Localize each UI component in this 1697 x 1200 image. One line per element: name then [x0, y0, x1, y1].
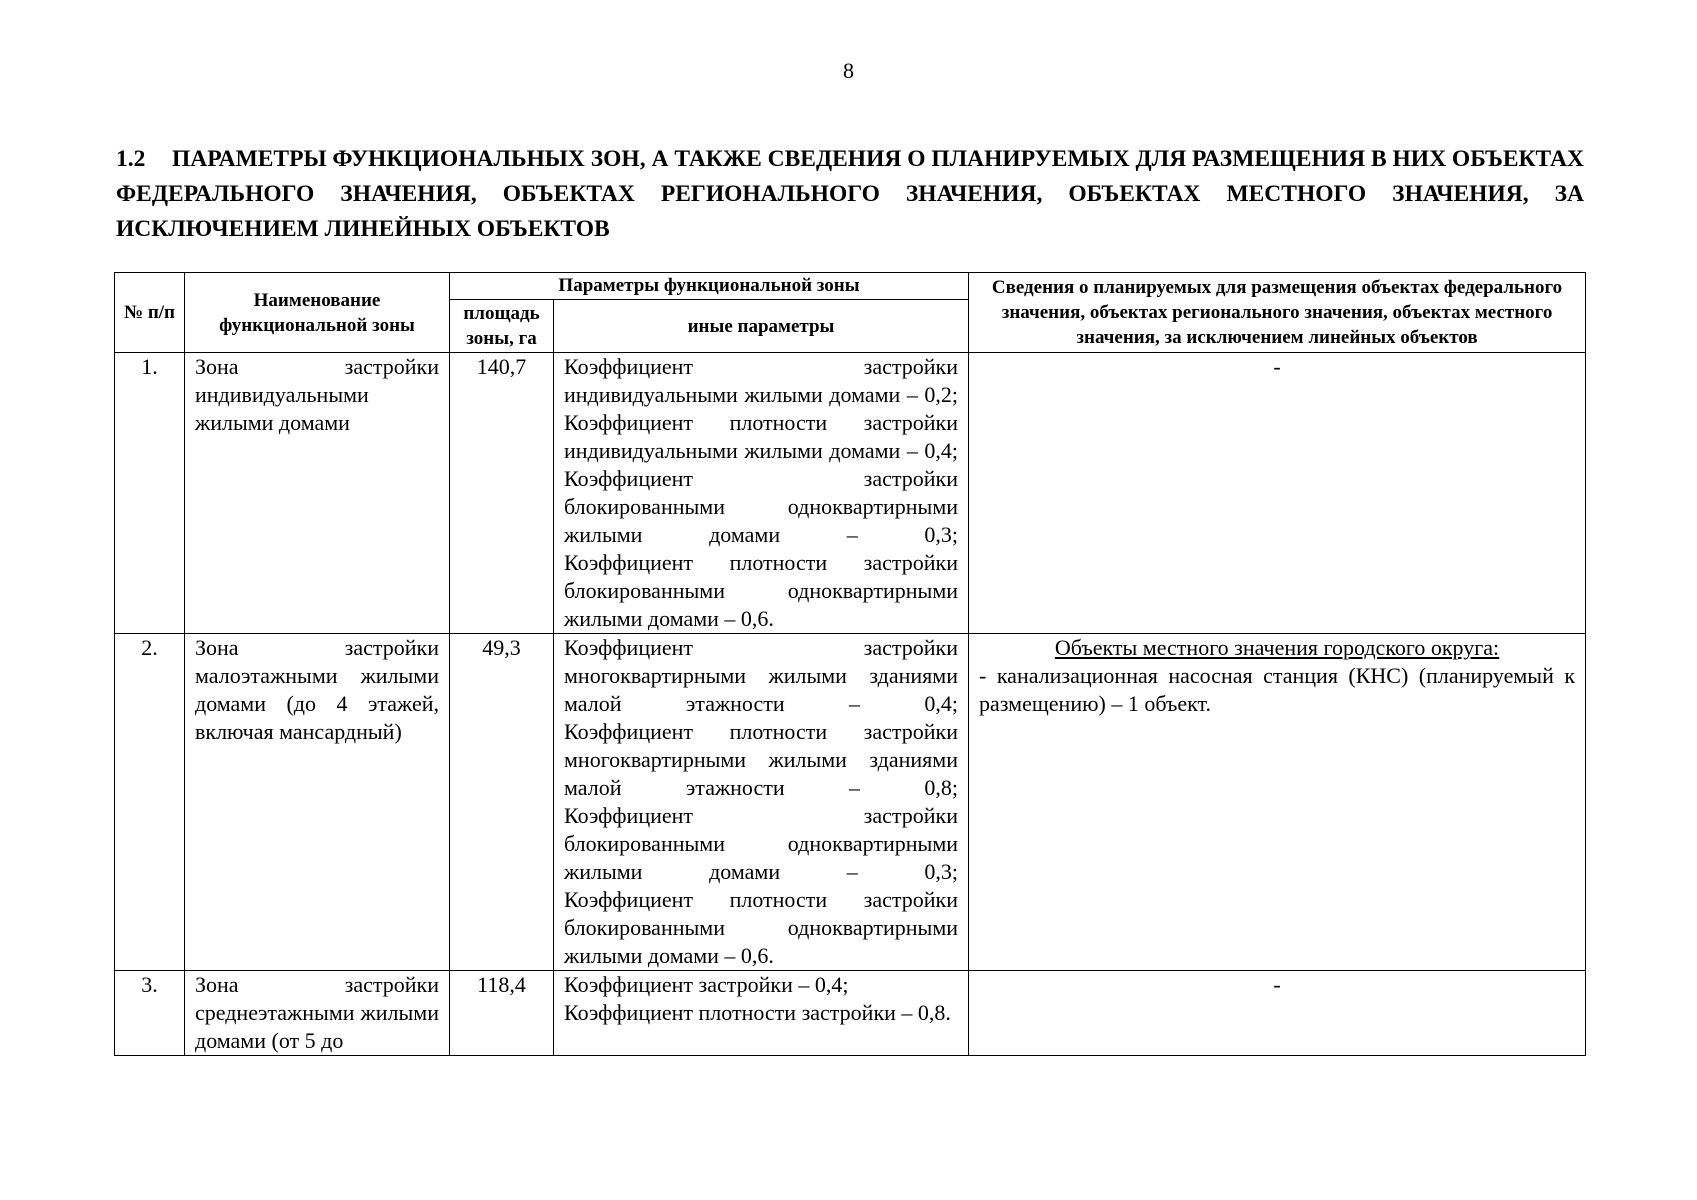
planned-objects-none: - [1273, 354, 1281, 379]
planned-objects [969, 634, 1586, 971]
zone-name: Зона застройки малоэтажными жилыми домами (до 4 этажей, включая мансардный) [185, 634, 450, 971]
page-number: 8 [843, 58, 854, 83]
zone-area: 49,3 [450, 634, 554, 971]
header-area: площадь зоны, га [450, 300, 554, 353]
param-line: Коэффициент застройки многоквартирными жилыми зданиями малой этажности – 0,4; [564, 635, 959, 716]
zone-area: 140,7 [450, 353, 554, 634]
section-title [116, 142, 1584, 247]
planned-objects [969, 971, 1586, 1056]
zone-params [554, 971, 969, 1056]
param-line: Коэффициент плотности застройки многоквартирными жилыми зданиями малой этажности – 0,8; [564, 719, 959, 800]
zone-params [554, 634, 969, 971]
header-params-group: Параметры функциональной зоны [450, 273, 969, 300]
param-line: Коэффициент плотности застройки индивидуальными жилыми домами – 0,4; [564, 410, 959, 463]
planned-objects-heading: Объекты местного значения городского округа: [1054, 635, 1500, 660]
row-number: 1. [115, 353, 185, 634]
table-row [115, 971, 1586, 1056]
zone-name: Зона застройки среднеэтажными жилыми домами (от 5 до [185, 971, 450, 1056]
param-line: Коэффициент плотности застройки – 0,8. [564, 1000, 951, 1025]
planned-objects [969, 353, 1586, 634]
zone-name: Зона застройки индивидуальными жилыми домами [185, 353, 450, 634]
header-num: № п/п [115, 273, 185, 353]
param-line: Коэффициент плотности застройки блокированными одноквартирными жилыми домами – 0,6. [564, 550, 959, 631]
param-line: Коэффициент застройки – 0,4; [564, 972, 849, 997]
zone-params [554, 353, 969, 634]
row-number: 3. [115, 971, 185, 1056]
param-line: Коэффициент застройки блокированными одноквартирными жилыми домами – 0,3; [564, 803, 959, 884]
planned-object-item: - канализационная насосная станция (КНС) (планируемый к размещению) – 1 объект. [979, 663, 1576, 716]
header-name: Наименование функциональной зоны [185, 273, 450, 353]
table-row [115, 634, 1586, 971]
param-line: Коэффициент плотности застройки блокированными одноквартирными жилыми домами – 0,6. [564, 887, 959, 968]
header-other-params: иные параметры [554, 300, 969, 353]
header-info: Сведения о планируемых для размещения объектах федерального значения, объектах регионального значения, объектах местного значения, за исключением линейных объектов [969, 273, 1586, 353]
zone-area: 118,4 [450, 971, 554, 1056]
table-row [115, 353, 1586, 634]
section-number: 1.2 [116, 146, 146, 172]
row-number: 2. [115, 634, 185, 971]
planned-objects-none: - [1273, 972, 1281, 997]
zones-table [114, 272, 1586, 1056]
section-title-text: ПАРАМЕТРЫ ФУНКЦИОНАЛЬНЫХ ЗОН, А ТАКЖЕ СВЕДЕНИЯ О ПЛАНИРУЕМЫХ ДЛЯ РАЗМЕЩЕНИЯ В НИХ ОБЪЕКТАХ ФЕДЕРАЛЬНОГО ЗНАЧЕНИЯ, ОБЪЕКТАХ РЕГИОНАЛЬНОГО ЗНАЧЕНИЯ, ОБЪЕКТАХ МЕСТНОГО ЗНАЧЕНИЯ, ЗА ИСКЛЮЧЕНИЕМ ЛИНЕЙНЫХ ОБЪЕКТОВ [116, 146, 1584, 242]
param-line: Коэффициент застройки индивидуальными жилыми домами – 0,2; [564, 354, 959, 407]
param-line: Коэффициент застройки блокированными одноквартирными жилыми домами – 0,3; [564, 466, 959, 547]
